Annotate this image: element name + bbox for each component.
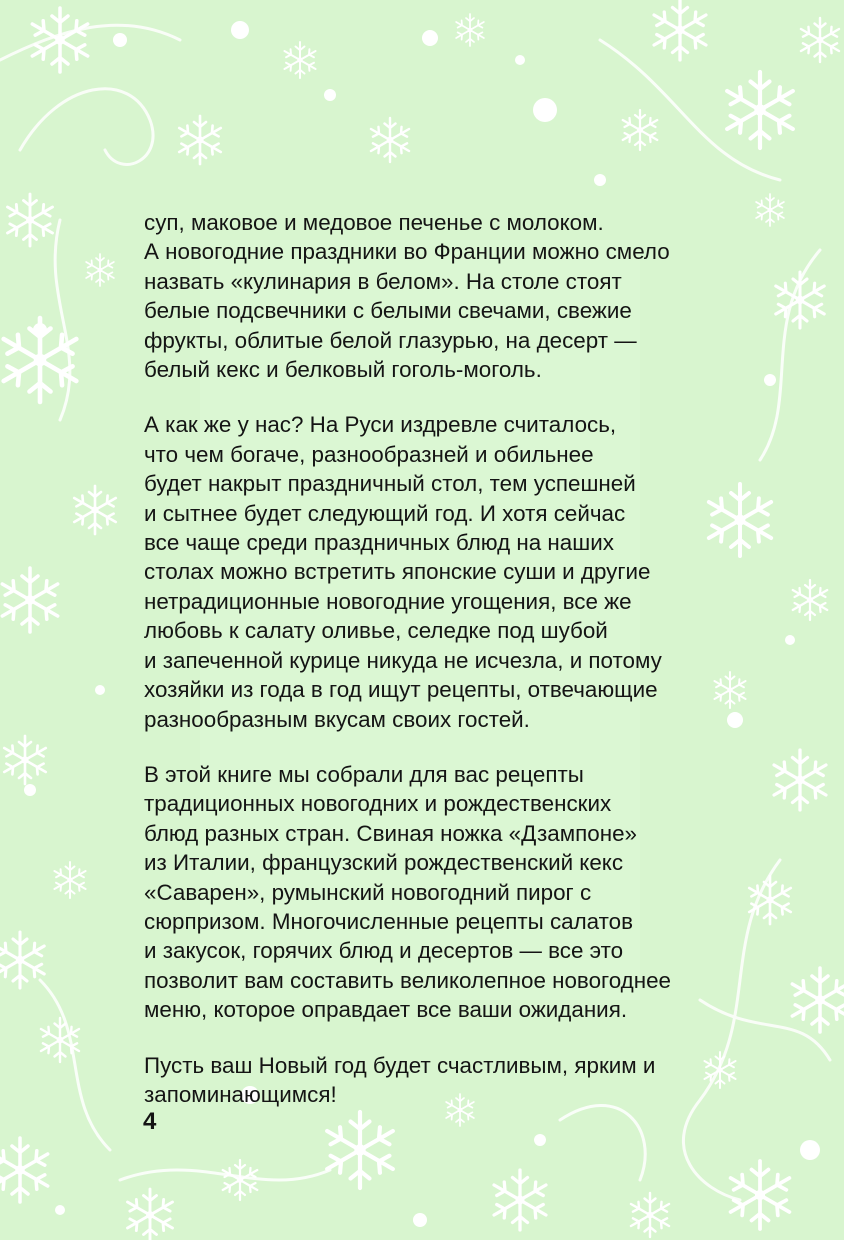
paragraph-2	[144, 410, 714, 733]
text-line: В этой книге мы собрали для вас рецепты	[144, 761, 584, 787]
text-line: белые подсвечники с белыми свечами, свежие	[144, 298, 632, 324]
text-line: назвать «кулинария в белом». На столе стоят	[144, 268, 622, 294]
text-line: столах можно встретить японские суши и другие	[144, 559, 651, 585]
paragraph-4	[144, 1051, 714, 1110]
text-line: и сытнее будет следующий год. И хотя сейчас	[144, 500, 626, 526]
text-line: и закусок, горячих блюд и десертов — все это	[144, 938, 624, 964]
text-line: суп, маковое и медовое печенье с молоком.	[144, 210, 604, 235]
text-line: разнообразным вкусам своих гостей.	[144, 706, 530, 732]
text-line: из Италии, французский рождественский кекс	[144, 850, 624, 876]
text-line: будет накрыт праздничный стол, тем успешней	[144, 471, 636, 497]
text-line: Пусть ваш Новый год будет счастливым, ярким и	[144, 1052, 656, 1078]
text-line: А как же у нас? На Руси издревле считалось,	[144, 412, 617, 438]
text-line: любовь к салату оливье, селедке под шубой	[144, 618, 608, 644]
text-line: белый кекс и белковый гоголь-моголь.	[144, 357, 542, 383]
text-line: А новогодние праздники во Франции можно смело	[144, 239, 670, 265]
text-line: традиционных новогодних и рождественских	[144, 791, 612, 817]
text-line: позволит вам составить великолепное новогоднее	[144, 967, 671, 993]
text-line: и запеченной курице никуда не исчезла, и потому	[144, 647, 662, 673]
text-line: нетрадиционные новогодние угощения, все же	[144, 588, 632, 614]
text-line: сюрпризом. Многочисленные рецепты салатов	[144, 908, 633, 934]
text-line: фрукты, облитые белой глазурью, на десерт —	[144, 327, 637, 353]
text-line: блюд разных стран. Свиная ножка «Дзампоне»	[144, 820, 637, 846]
page-number: 4	[143, 1108, 157, 1135]
text-line: все чаще среди праздничных блюд на наших	[144, 530, 614, 556]
text-line: «Саварен», румынский новогодний пирог с	[144, 879, 592, 905]
text-line: хозяйки из года в год ищут рецепты, отвечающие	[144, 677, 658, 703]
text-line: меню, которое оправдает все ваши ожидания.	[144, 997, 628, 1023]
paragraph-1	[144, 208, 714, 384]
page-body	[144, 208, 714, 1135]
text-line: что чем богаче, разнообразней и обильнее	[144, 441, 594, 467]
text-line: запоминающимся!	[144, 1081, 337, 1107]
paragraph-3	[144, 760, 714, 1025]
